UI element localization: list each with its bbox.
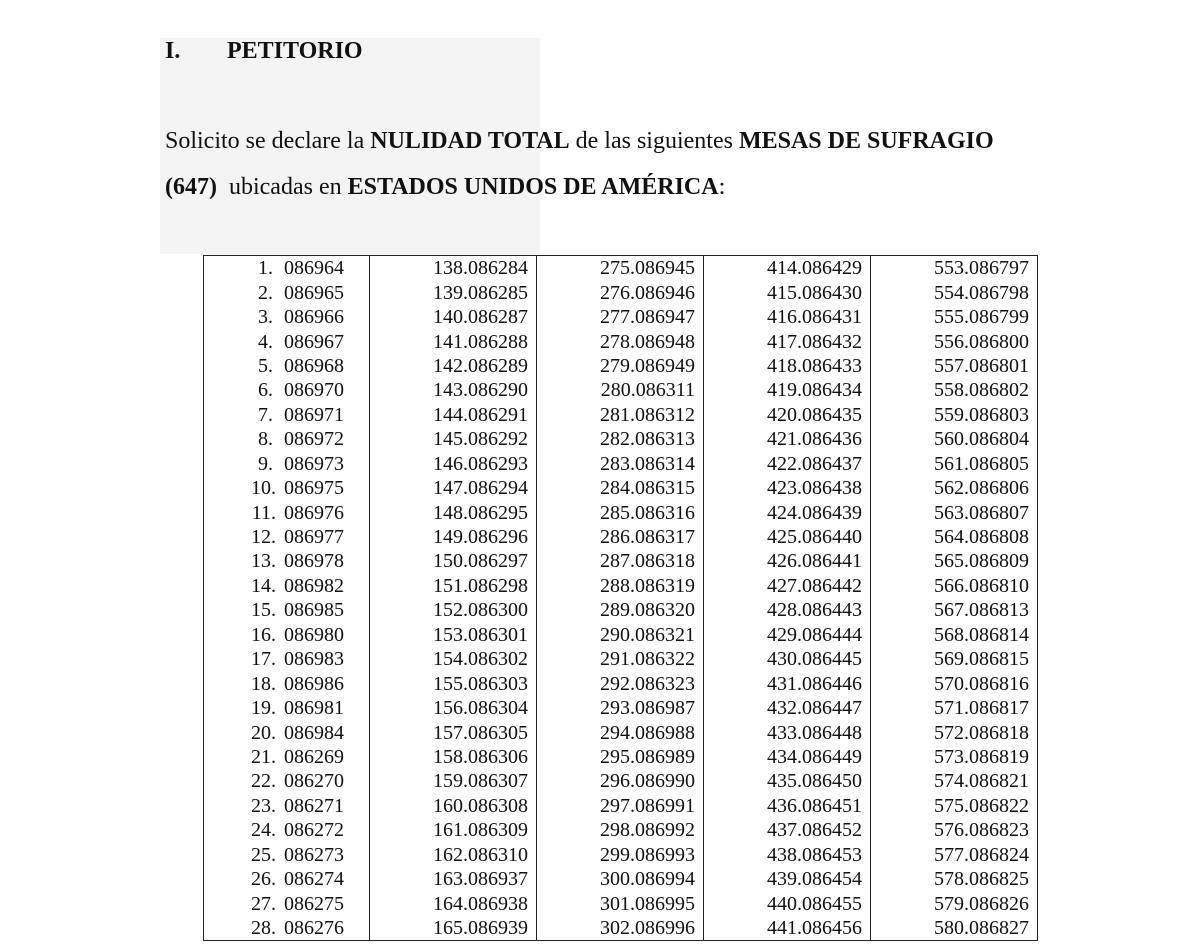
paragraph-text: :	[718, 174, 726, 200]
mesa-number: 563.086807	[871, 500, 1038, 524]
mesa-number: 429.086444	[704, 623, 871, 647]
mesa-number: 145.086292	[370, 427, 537, 451]
table-row	[204, 891, 1038, 915]
mesa-number: 278.086948	[537, 329, 704, 353]
mesa-number: 288.086319	[537, 574, 704, 598]
mesa-number: 086269	[284, 745, 344, 768]
table-row	[204, 671, 1038, 695]
mesas-table	[203, 255, 1038, 941]
table-row	[204, 818, 1038, 842]
mesa-number: 086965	[284, 281, 344, 304]
mesa-number: 086984	[284, 721, 344, 744]
mesa-number: 156.086304	[370, 696, 537, 720]
mesa-number: 291.086322	[537, 647, 704, 671]
mesa-number: 580.086827	[871, 916, 1038, 941]
mesa-number: 561.086805	[871, 452, 1038, 476]
mesa-number: 138.086284	[370, 256, 537, 281]
mesa-number: 292.086323	[537, 671, 704, 695]
mesa-number: 425.086440	[704, 525, 871, 549]
table-row	[204, 500, 1038, 524]
mesa-number: 432.086447	[704, 696, 871, 720]
mesa-number: 143.086290	[370, 378, 537, 402]
section-title: PETITORIO	[227, 38, 363, 64]
mesa-number: 417.086432	[704, 329, 871, 353]
mesa-number: 434.086449	[704, 745, 871, 769]
mesa-number: 086985	[284, 599, 344, 622]
mesa-number: 564.086808	[871, 525, 1038, 549]
mesa-number: 419.086434	[704, 378, 871, 402]
mesa-number: 280.086311	[537, 378, 704, 402]
mesa-number: 086972	[284, 428, 344, 451]
mesa-number: 300.086994	[537, 867, 704, 891]
mesa-number: 277.086947	[537, 305, 704, 329]
row-index: 8.	[258, 428, 273, 451]
mesa-number: 428.086443	[704, 598, 871, 622]
mesa-number: 160.086308	[370, 794, 537, 818]
mesa-number: 282.086313	[537, 427, 704, 451]
mesa-number: 572.086818	[871, 720, 1038, 744]
mesa-number: 420.086435	[704, 403, 871, 427]
mesa-number: 430.086445	[704, 647, 871, 671]
mesa-number: 284.086315	[537, 476, 704, 500]
row-index: 26.	[251, 868, 276, 891]
mesa-number: 153.086301	[370, 623, 537, 647]
row-index: 2.	[258, 281, 273, 304]
mesa-number: 567.086813	[871, 598, 1038, 622]
table-row	[204, 598, 1038, 622]
mesa-number: 161.086309	[370, 818, 537, 842]
row-index: 4.	[258, 330, 273, 353]
mesa-number: 086967	[284, 330, 344, 353]
mesa-number: 163.086937	[370, 867, 537, 891]
mesa-number: 276.086946	[537, 280, 704, 304]
mesa-number: 438.086453	[704, 843, 871, 867]
table-cell	[204, 671, 370, 695]
mesa-number: 162.086310	[370, 843, 537, 867]
mesa-number: 148.086295	[370, 500, 537, 524]
table-row	[204, 916, 1038, 941]
mesa-number: 164.086938	[370, 891, 537, 915]
mesa-number: 558.086802	[871, 378, 1038, 402]
mesa-number: 086981	[284, 697, 344, 720]
table-row	[204, 549, 1038, 573]
mesa-number: 289.086320	[537, 598, 704, 622]
mesa-number: 422.086437	[704, 452, 871, 476]
mesa-number: 427.086442	[704, 574, 871, 598]
mesa-number: 146.086293	[370, 452, 537, 476]
mesa-number: 086274	[284, 868, 344, 891]
mesa-number: 426.086441	[704, 549, 871, 573]
mesa-number: 275.086945	[537, 256, 704, 281]
row-index: 7.	[258, 403, 273, 426]
mesa-number: 086980	[284, 623, 344, 646]
table-row	[204, 867, 1038, 891]
mesa-number: 290.086321	[537, 623, 704, 647]
mesa-number: 165.086939	[370, 916, 537, 941]
mesa-number: 086971	[284, 403, 344, 426]
mesa-number: 421.086436	[704, 427, 871, 451]
row-index: 3.	[258, 306, 273, 329]
table-cell	[204, 891, 370, 915]
paragraph-bold-text: NULIDAD TOTAL	[370, 128, 570, 154]
row-index: 6.	[258, 379, 273, 402]
row-index: 17.	[251, 648, 276, 671]
mesa-number: 559.086803	[871, 403, 1038, 427]
table-cell	[204, 500, 370, 524]
table-cell	[204, 256, 370, 281]
table-cell	[204, 378, 370, 402]
table-cell	[204, 354, 370, 378]
mesa-number: 293.086987	[537, 696, 704, 720]
mesa-number: 569.086815	[871, 647, 1038, 671]
mesa-number: 424.086439	[704, 500, 871, 524]
mesa-number: 575.086822	[871, 794, 1038, 818]
row-index: 24.	[251, 819, 276, 842]
mesa-number: 157.086305	[370, 720, 537, 744]
table-cell	[204, 647, 370, 671]
mesa-number: 571.086817	[871, 696, 1038, 720]
mesa-number: 299.086993	[537, 843, 704, 867]
mesa-number: 415.086430	[704, 280, 871, 304]
row-index: 18.	[251, 672, 276, 695]
table-row	[204, 696, 1038, 720]
mesa-number: 287.086318	[537, 549, 704, 573]
mesa-number: 433.086448	[704, 720, 871, 744]
row-index: 14.	[251, 574, 276, 597]
mesa-number: 557.086801	[871, 354, 1038, 378]
mesa-number: 159.086307	[370, 769, 537, 793]
mesa-number: 416.086431	[704, 305, 871, 329]
table-row	[204, 745, 1038, 769]
mesa-number: 578.086825	[871, 867, 1038, 891]
mesa-number: 283.086314	[537, 452, 704, 476]
table-cell	[204, 427, 370, 451]
mesa-number: 576.086823	[871, 818, 1038, 842]
mesa-number: 435.086450	[704, 769, 871, 793]
paragraph-bold-text: (647)	[165, 174, 217, 200]
row-index: 22.	[251, 770, 276, 793]
mesa-number: 423.086438	[704, 476, 871, 500]
mesa-number: 151.086298	[370, 574, 537, 598]
mesa-number: 414.086429	[704, 256, 871, 281]
row-index: 12.	[251, 526, 276, 549]
mesa-number: 562.086806	[871, 476, 1038, 500]
table-row	[204, 794, 1038, 818]
table-cell	[204, 818, 370, 842]
row-index: 28.	[251, 917, 276, 940]
table-cell	[204, 452, 370, 476]
mesa-number: 086276	[284, 917, 344, 940]
row-index: 15.	[251, 599, 276, 622]
mesa-number: 086982	[284, 574, 344, 597]
paragraph-bold-text: ESTADOS UNIDOS DE AMÉRICA	[347, 174, 719, 200]
mesa-number: 149.086296	[370, 525, 537, 549]
row-index: 10.	[251, 477, 276, 500]
mesa-number: 086964	[284, 257, 344, 280]
mesa-number: 086272	[284, 819, 344, 842]
mesa-number: 440.086455	[704, 891, 871, 915]
mesa-number: 298.086992	[537, 818, 704, 842]
table-row	[204, 843, 1038, 867]
paragraph-text: Solicito se declare la	[165, 128, 371, 154]
table-row	[204, 720, 1038, 744]
mesa-number: 296.086990	[537, 769, 704, 793]
petition-paragraph	[165, 118, 1065, 210]
mesa-number: 086983	[284, 648, 344, 671]
paragraph-bold-text: MESAS DE SUFRAGIO	[738, 128, 994, 154]
table-cell	[204, 623, 370, 647]
mesa-number: 086973	[284, 452, 344, 475]
mesa-number: 301.086995	[537, 891, 704, 915]
mesa-number: 086986	[284, 672, 344, 695]
mesa-number: 139.086285	[370, 280, 537, 304]
table-cell	[204, 843, 370, 867]
table-cell	[204, 769, 370, 793]
row-index: 11.	[251, 501, 276, 524]
mesa-number: 281.086312	[537, 403, 704, 427]
table-cell	[204, 525, 370, 549]
section-number: I.	[165, 38, 181, 64]
mesa-number: 302.086996	[537, 916, 704, 941]
row-index: 25.	[251, 843, 276, 866]
table-row	[204, 256, 1038, 281]
table-row	[204, 574, 1038, 598]
mesa-number: 086275	[284, 892, 344, 915]
mesa-number: 579.086826	[871, 891, 1038, 915]
table-cell	[204, 549, 370, 573]
mesa-number: 086976	[284, 501, 344, 524]
row-index: 27.	[251, 892, 276, 915]
table-cell	[204, 280, 370, 304]
table-row	[204, 647, 1038, 671]
row-index: 19.	[251, 697, 276, 720]
row-index: 5.	[258, 354, 273, 377]
section-heading	[165, 36, 363, 66]
mesa-number: 439.086454	[704, 867, 871, 891]
mesa-number: 086975	[284, 477, 344, 500]
table-cell	[204, 745, 370, 769]
mesa-number: 142.086289	[370, 354, 537, 378]
table-cell	[204, 696, 370, 720]
table-cell	[204, 867, 370, 891]
mesa-number: 086968	[284, 354, 344, 377]
mesa-number: 279.086949	[537, 354, 704, 378]
table-cell	[204, 476, 370, 500]
mesa-number: 086978	[284, 550, 344, 573]
mesa-number: 141.086288	[370, 329, 537, 353]
table-cell	[204, 329, 370, 353]
table-row	[204, 623, 1038, 647]
paragraph-text: ubicadas en	[216, 174, 348, 200]
mesa-number: 144.086291	[370, 403, 537, 427]
mesa-number: 152.086300	[370, 598, 537, 622]
mesa-number: 297.086991	[537, 794, 704, 818]
table-row	[204, 329, 1038, 353]
mesa-number: 295.086989	[537, 745, 704, 769]
row-index: 16.	[251, 623, 276, 646]
mesa-number: 437.086452	[704, 818, 871, 842]
row-index: 23.	[251, 794, 276, 817]
table-row	[204, 378, 1038, 402]
row-index: 13.	[251, 550, 276, 573]
table-row	[204, 525, 1038, 549]
mesa-number: 158.086306	[370, 745, 537, 769]
mesa-number: 554.086798	[871, 280, 1038, 304]
table-cell	[204, 305, 370, 329]
mesa-number: 556.086800	[871, 329, 1038, 353]
row-index: 20.	[251, 721, 276, 744]
mesa-number: 573.086819	[871, 745, 1038, 769]
table-cell	[204, 574, 370, 598]
mesa-number: 294.086988	[537, 720, 704, 744]
table-cell	[204, 720, 370, 744]
mesa-number: 285.086316	[537, 500, 704, 524]
mesa-number: 086966	[284, 306, 344, 329]
table-row	[204, 427, 1038, 451]
row-index: 21.	[251, 745, 276, 768]
table-row	[204, 403, 1038, 427]
mesa-number: 574.086821	[871, 769, 1038, 793]
mesa-number: 555.086799	[871, 305, 1038, 329]
mesa-number: 570.086816	[871, 671, 1038, 695]
table-cell	[204, 403, 370, 427]
table-cell	[204, 916, 370, 941]
mesa-number: 086270	[284, 770, 344, 793]
mesa-number: 577.086824	[871, 843, 1038, 867]
table-cell	[204, 794, 370, 818]
mesa-number: 147.086294	[370, 476, 537, 500]
table-row	[204, 452, 1038, 476]
table-row	[204, 769, 1038, 793]
mesa-number: 086977	[284, 526, 344, 549]
mesa-number: 140.086287	[370, 305, 537, 329]
mesa-number: 436.086451	[704, 794, 871, 818]
mesa-number: 441.086456	[704, 916, 871, 941]
table-row	[204, 354, 1038, 378]
row-index: 1.	[258, 257, 273, 280]
mesa-number: 086970	[284, 379, 344, 402]
mesa-number: 286.086317	[537, 525, 704, 549]
table-row	[204, 280, 1038, 304]
table-cell	[204, 598, 370, 622]
mesas-table-body	[204, 256, 1038, 941]
table-row	[204, 305, 1038, 329]
mesa-number: 553.086797	[871, 256, 1038, 281]
mesa-number: 086273	[284, 843, 344, 866]
mesa-number: 154.086302	[370, 647, 537, 671]
mesa-number: 418.086433	[704, 354, 871, 378]
mesa-number: 431.086446	[704, 671, 871, 695]
table-row	[204, 476, 1038, 500]
row-index: 9.	[258, 452, 273, 475]
paragraph-text: de las siguientes	[569, 128, 739, 154]
mesa-number: 086271	[284, 794, 344, 817]
mesa-number: 560.086804	[871, 427, 1038, 451]
mesa-number: 150.086297	[370, 549, 537, 573]
mesa-number: 568.086814	[871, 623, 1038, 647]
mesa-number: 566.086810	[871, 574, 1038, 598]
mesa-number: 565.086809	[871, 549, 1038, 573]
mesa-number: 155.086303	[370, 671, 537, 695]
